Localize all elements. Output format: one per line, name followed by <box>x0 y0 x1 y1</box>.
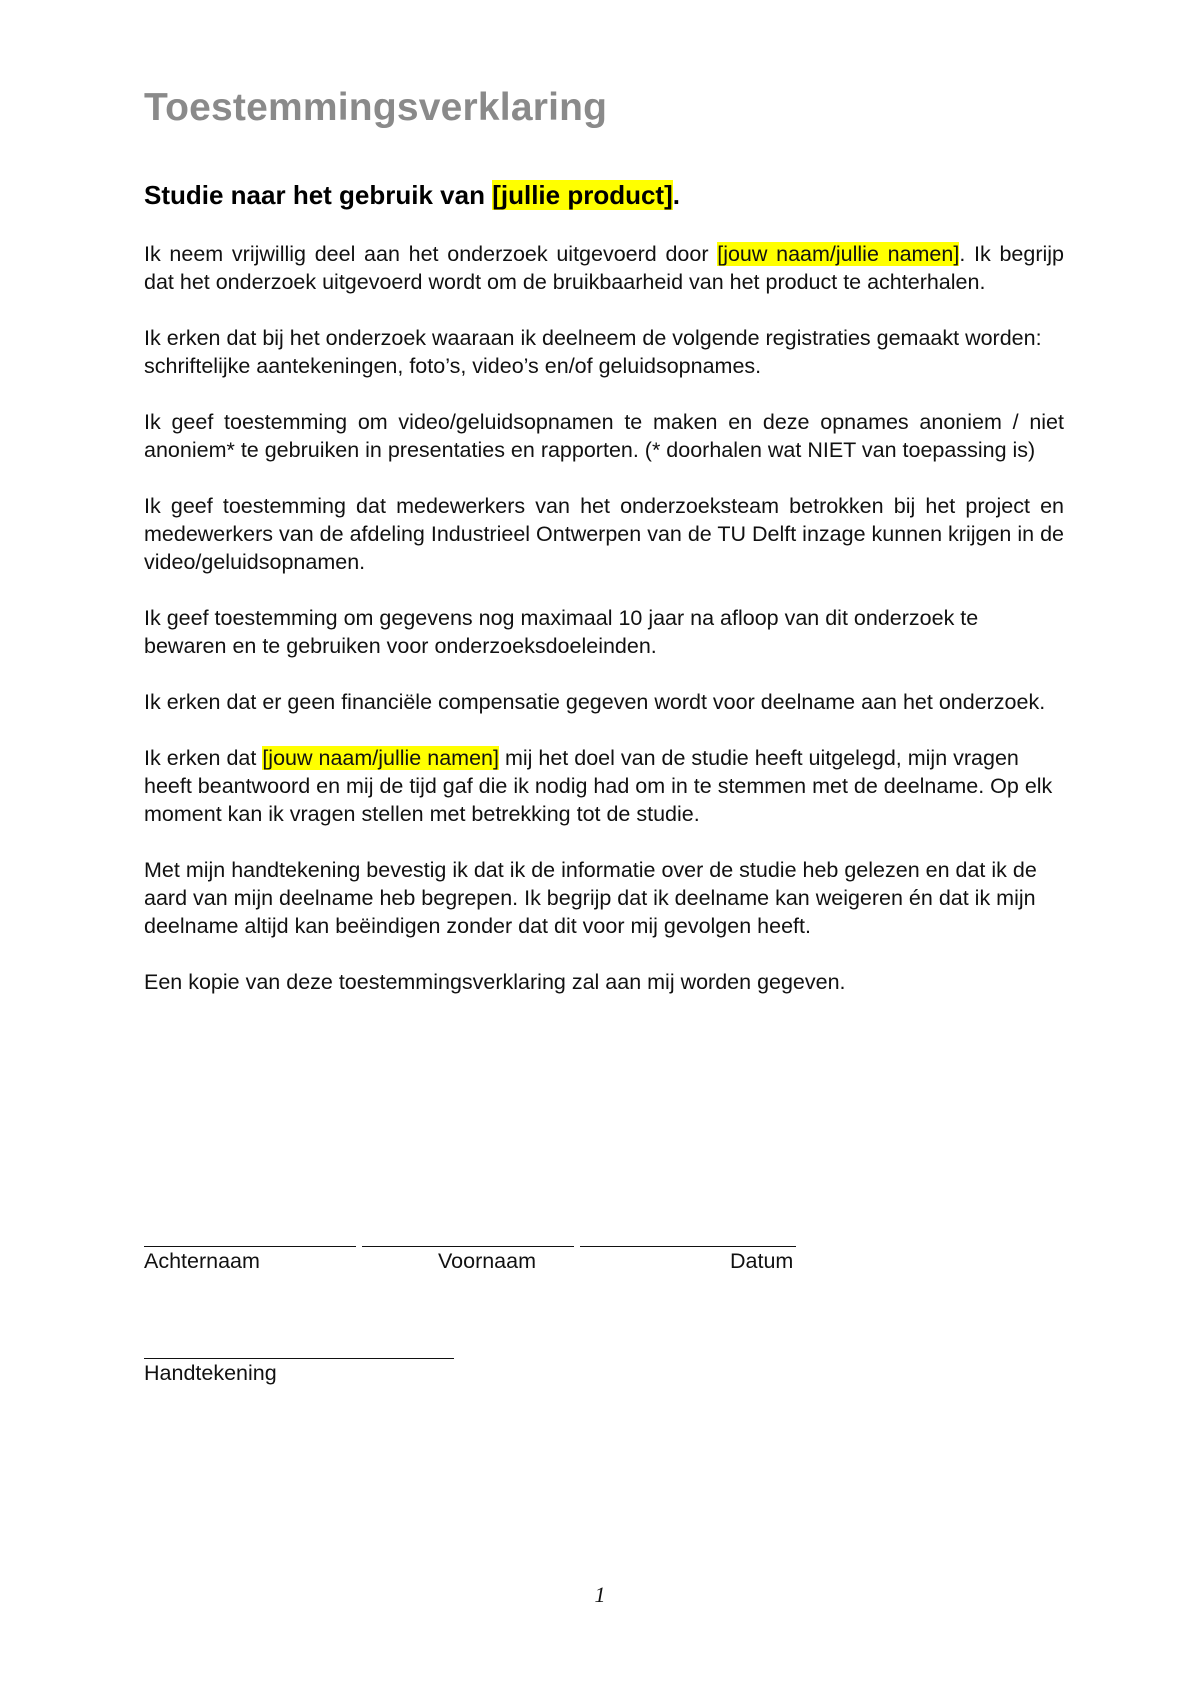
subtitle-prefix: Studie naar het gebruik van <box>144 180 493 210</box>
page-number: 1 <box>594 1582 606 1607</box>
paragraph-compensation: Ik erken dat er geen financiële compensatie gegeven wordt voor deelname aan het onderzoek. <box>144 690 1046 714</box>
signature-lines <box>144 1222 804 1247</box>
signature-line[interactable] <box>144 1358 454 1359</box>
firstname-line[interactable] <box>362 1246 574 1247</box>
lastname-line[interactable] <box>144 1246 356 1247</box>
researcher-name-placeholder: [jouw naam/jullie namen] <box>717 242 960 266</box>
paragraph-voluntary <box>144 240 1064 296</box>
paragraph-text: Ik erken dat <box>144 746 263 770</box>
paragraph-access-consent: Ik geef toestemming dat medewerkers van het onderzoeksteam betrokken bij het project en medewerkers van de afdeling Industrieel Ontwerpen van de TU Delft inzage kunnen krijgen in de video/geluidsopnamen. <box>144 494 1064 574</box>
paragraph-text: Ik erken dat bij het onderzoek waaraan ik deelneem de volgende registraties gemaakt worden: <box>144 326 1042 350</box>
product-placeholder: [jullie product] <box>492 180 673 210</box>
page-title: Toestemmingsverklaring <box>144 86 608 129</box>
paragraph-signature-confirmation: Met mijn handtekening bevestig ik dat ik de informatie over de studie heb gelezen en dat ik de aard van mijn deelname heb begrepen. Ik begrijp dat ik deelname kan weigeren én dat ik mijn deelname altijd kan beëindigen zonder dat dit voor mij gevolgen heeft. <box>144 858 1037 938</box>
consent-body <box>144 240 1064 1024</box>
date-line[interactable] <box>580 1246 796 1247</box>
paragraph-registrations <box>144 324 1064 380</box>
signature-fields-row <box>144 1222 804 1277</box>
signature-labels <box>144 1249 804 1277</box>
paragraph-text: . Ik begrijp dat het onderzoek uitgevoerd wordt om de bruikbaarheid van het product te achterhalen. <box>144 242 1064 294</box>
signature-label: Handtekening <box>144 1361 277 1385</box>
firstname-label: Voornaam <box>438 1249 537 1273</box>
paragraph-text: mij het doel van de studie heeft uitgelegd, mijn vragen heeft beantwoord en mij de tijd gaf die ik nodig had om in te stemmen met de deelname. Op elk moment kan ik vragen stellen met betrekking tot de studie. <box>144 746 1053 826</box>
lastname-label: Achternaam <box>144 1249 260 1273</box>
paragraph-text: Ik neem vrijwillig deel aan het onderzoek uitgevoerd door <box>144 242 718 266</box>
paragraph-text: schriftelijke aantekeningen, foto’s, video’s en/of geluidsopnames. <box>144 354 762 378</box>
study-subtitle <box>144 180 680 211</box>
date-label: Datum <box>730 1249 794 1273</box>
paragraph-explanation <box>144 744 1064 828</box>
subtitle-suffix: . <box>672 180 680 210</box>
handwritten-signature-field <box>144 1334 464 1386</box>
paragraph-data-retention: Ik geef toestemming om gegevens nog maximaal 10 jaar na afloop van dit onderzoek te bewaren en te gebruiken voor onderzoeksdoeleinden. <box>144 606 979 658</box>
paragraph-recording-consent: Ik geef toestemming om video/geluidsopnamen te maken en deze opnames anoniem / niet anoniem* te gebruiken in presentaties en rapporten. (* doorhalen wat NIET van toepassing is) <box>144 410 1064 462</box>
researcher-name-placeholder: [jouw naam/jullie namen] <box>262 746 499 770</box>
paragraph-copy: Een kopie van deze toestemmingsverklaring zal aan mij worden gegeven. <box>144 970 846 994</box>
